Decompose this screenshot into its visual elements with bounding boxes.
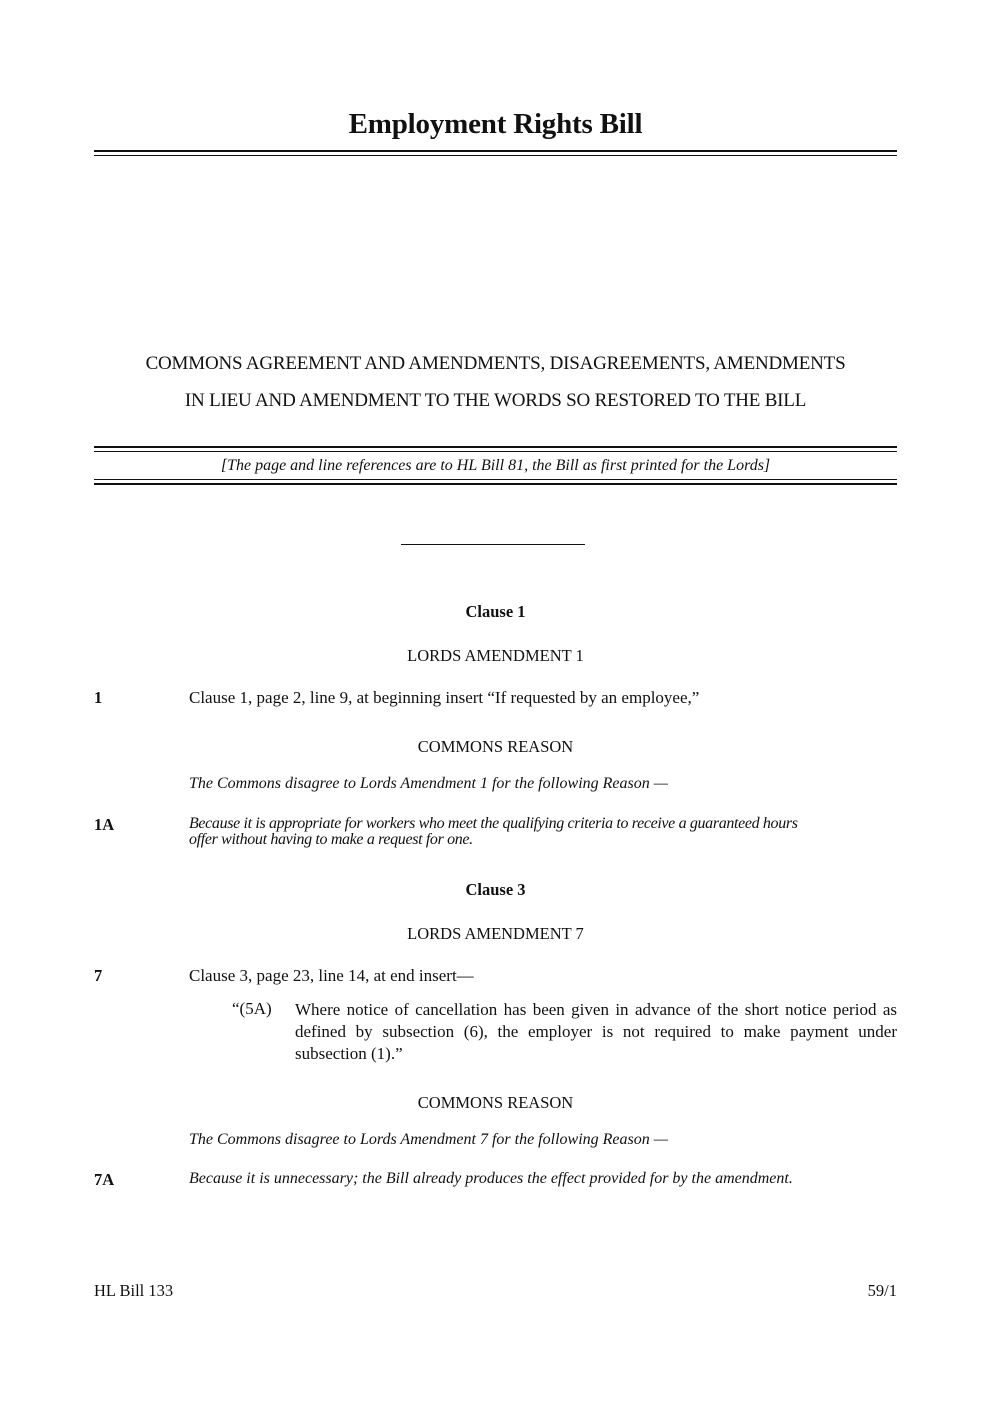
footer-bill-reference: HL Bill 133 [94, 1281, 174, 1300]
document-title: Employment Rights Bill [348, 108, 643, 140]
lords-amendment-1-heading: LORDS AMENDMENT 1 [407, 646, 584, 665]
title-double-rule [94, 150, 897, 156]
subtitle-line-1: COMMONS AGREEMENT AND AMENDMENTS, DISAGREEMENTS, AMENDMENTS [145, 353, 846, 374]
amendment-7-number: 7 [94, 966, 103, 985]
amendment-7-text: Clause 3, page 23, line 14, at end insert— [189, 966, 474, 985]
reason-1a-number: 1A [94, 815, 115, 834]
inserted-subsection-label: “(5A) [232, 999, 272, 1018]
inserted-subsection-text: Where notice of cancellation has been given in advance of the short notice period as defined by subsection (6), the employer is not required to make payment under subsection (1).” [295, 1000, 897, 1063]
clause-3-heading: Clause 3 [465, 880, 526, 899]
reference-note: [The page and line references are to HL Bill 81, the Bill as first printed for the Lords] [220, 457, 771, 474]
reason-1a-text-line-2: offer without having to make a request for one. [189, 831, 473, 848]
reason-7a-number: 7A [94, 1170, 115, 1189]
amendment-1-text: Clause 1, page 2, line 9, at beginning insert “If requested by an employee,” [189, 688, 700, 707]
commons-reason-1-heading: COMMONS REASON [417, 737, 574, 756]
lords-amendment-7-heading: LORDS AMENDMENT 7 [407, 924, 584, 943]
footer-page-reference: 59/1 [867, 1281, 897, 1300]
reason-7-intro: The Commons disagree to Lords Amendment 7 for the following Reason — [189, 1131, 668, 1148]
reason-1-intro: The Commons disagree to Lords Amendment 1 for the following Reason — [189, 775, 668, 792]
section-divider [401, 544, 585, 545]
reason-7a-text: Because it is unnecessary; the Bill already produces the effect provided for by the amendment. [189, 1170, 793, 1187]
subtitle-line-2: IN LIEU AND AMENDMENT TO THE WORDS SO RESTORED TO THE BILL [184, 390, 807, 411]
reference-top-rule [94, 446, 897, 452]
reference-bottom-rule [94, 479, 897, 485]
clause-1-heading: Clause 1 [465, 602, 526, 621]
reason-1a-text-line-1: Because it is appropriate for workers who meet the qualifying criteria to receive a guaranteed hours [189, 815, 798, 832]
amendment-1-number: 1 [94, 688, 103, 707]
commons-reason-7-heading: COMMONS REASON [417, 1093, 574, 1112]
